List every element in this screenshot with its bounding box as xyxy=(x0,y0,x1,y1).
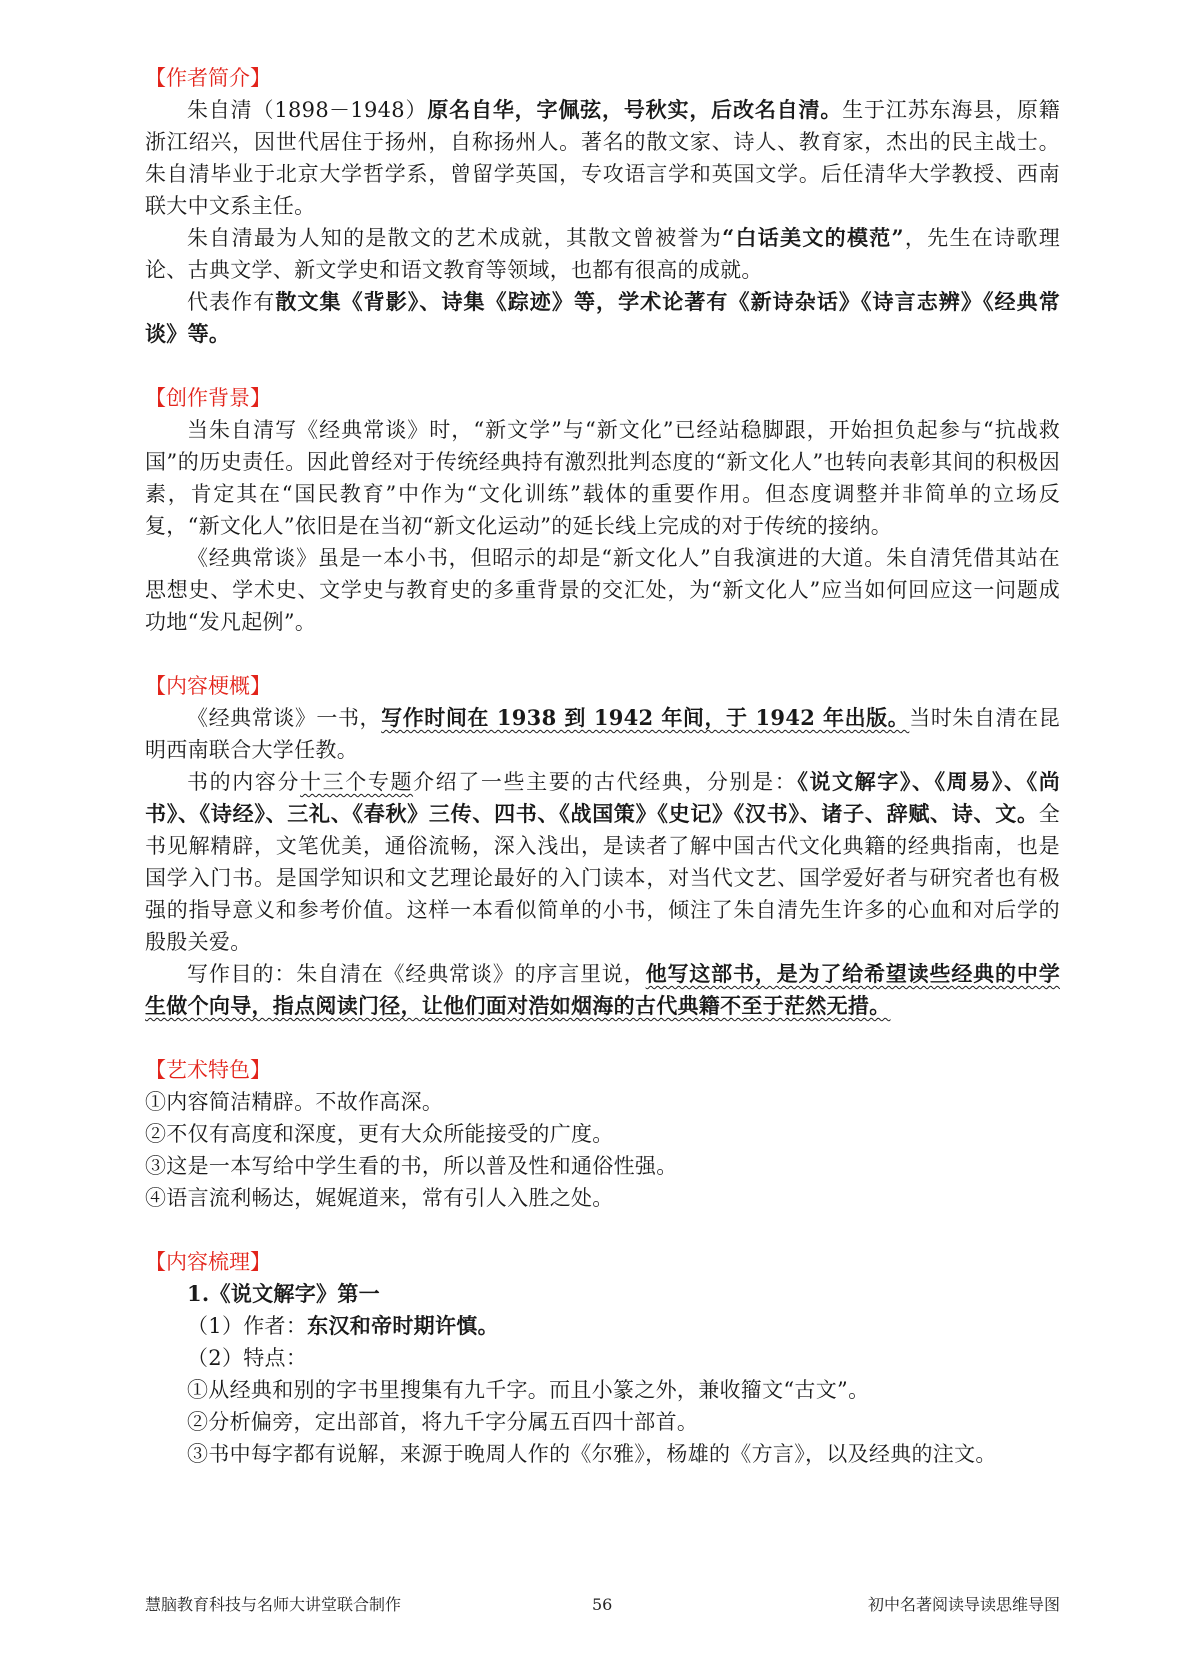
page-number: 56 xyxy=(592,1595,613,1614)
section-gap xyxy=(145,1214,1060,1246)
purpose-underlined: 他写这部书，是为了给希望读些经典的中学生做个向导，指点阅读门径，让他们面对浩如烟海的古代典籍不至于茫然无措。 xyxy=(145,961,1060,1018)
outline-author xyxy=(145,1310,1060,1342)
text: 《经典常谈》一书， xyxy=(187,706,382,730)
feature-item: ④语言流利畅达，娓娓道来，常有引人入胜之处。 xyxy=(145,1186,614,1210)
date-underlined: 写作时间在 1938 到 1942 年间，于 1942 年出版。 xyxy=(381,705,910,730)
text: 当时朱自清在昆明西南联合大学任教。 xyxy=(145,706,1061,762)
outline-heading: 【内容梳理】 xyxy=(145,1250,271,1274)
text: 代表作有 xyxy=(187,290,276,314)
section-gap xyxy=(145,350,1060,382)
summary-paragraph-1 xyxy=(145,702,1060,766)
section-gap xyxy=(145,1022,1060,1054)
footer-publisher: 慧脑教育科技与名师大讲堂联合制作 xyxy=(145,1595,402,1614)
feature-item: ①内容简洁精辟。不故作高深。 xyxy=(145,1090,444,1114)
text: 书的内容分 xyxy=(187,770,301,794)
chapter-title: 1.《说文解字》第一 xyxy=(187,1281,380,1306)
author-heading: 【作者简介】 xyxy=(145,66,271,90)
author-paragraph-1 xyxy=(145,94,1060,222)
text: 全书见解精辟，文笔优美，通俗流畅，深入浅出，是读者了解中国古代文化典籍的经典指南，也是国学入门书。是国学知识和文艺理论最好的入门读本，对当代文艺、国学爱好者与研究者也有极强的指导意义和参考价值。这样一本看似简单的小书，倾注了朱自清先生许多的心血和对后学的殷殷关爱。 xyxy=(145,802,1060,954)
footer-series-title: 初中名著阅读导读思维导图 xyxy=(867,1595,1060,1614)
author-bio: 生于江苏东海县，原籍浙江绍兴，因世代居住于扬州，自称扬州人。著名的散文家、诗人、教育家，杰出的民主战士。朱自清毕业于北京大学哲学系，曾留学英国，专攻语言学和英国文学。后任清华大学教授、西南联大中文系主任。 xyxy=(145,98,1061,218)
feature-item: ②不仅有高度和深度，更有大众所能接受的广度。 xyxy=(145,1122,614,1146)
author-paragraph-3 xyxy=(145,286,1060,350)
text: 朱自清最为人知的是散文的艺术成就，其散文曾被誉为 xyxy=(187,226,723,250)
text: 介绍了一些主要的古代经典，分别是： xyxy=(413,770,798,794)
background-paragraph-1: 当朱自清写《经典常谈》时，“新文学”与“新文化”已经站稳脚跟，开始担负起参与“抗战救国”的历史责任。因此曾经对于传统经典持有激烈批判态度的“新文化人”也转向表彰其间的积极因素，肯定其在“国民教育”中作为“文化训练”载体的重要作用。但态度调整并非简单的立场反复，“新文化人”依旧是在当初“新文化运动”的延长线上完成的对于传统的接纳。 xyxy=(145,418,1060,538)
outline-point: ①从经典和别的字书里搜集有九千字。而且小篆之外，兼收籀文“古文”。 xyxy=(187,1378,870,1402)
works-bold: 散文集《背影》、诗集《踪迹》等，学术论著有《新诗杂话》《诗言志辨》《经典常谈》等。 xyxy=(145,289,1060,346)
feature-item: ③这是一本写给中学生看的书，所以普及性和通俗性强。 xyxy=(145,1154,678,1178)
document-page xyxy=(145,62,1060,1470)
outline-title xyxy=(145,1278,1060,1310)
outline-features-label: （2）特点： xyxy=(187,1346,308,1370)
quote-bold: “白话美文的模范” xyxy=(722,225,904,250)
author-dates: 朱自清（1898－1948） xyxy=(187,98,428,122)
book-list-bold: 《说文解字》、《周易》、《尚书》、《诗经》、三礼、《春秋》三传、四书、《战国策》《史记》《汉书》、诸子、辞赋、诗、文。 xyxy=(145,769,1061,826)
background-paragraph-2: 《经典常谈》虽是一本小书，但昭示的却是“新文化人”自我演进的大道。朱自清凭借其站在思想史、学术史、文学史与教育史的多重背景的交汇处，为“新文化人”应当如何回应这一问题成功地“发凡起例”。 xyxy=(145,546,1060,634)
summary-paragraph-2 xyxy=(145,766,1060,958)
topics-underlined: 十三个专题 xyxy=(300,770,414,794)
summary-heading: 【内容梗概】 xyxy=(145,674,271,698)
author-label: （1）作者： xyxy=(187,1314,308,1338)
outline-point: ③书中每字都有说解，来源于晚周人作的《尔雅》，杨雄的《方言》，以及经典的注文。 xyxy=(187,1442,997,1466)
outline-point: ②分析偏旁，定出部首，将九千字分属五百四十部首。 xyxy=(187,1410,699,1434)
section-gap xyxy=(145,638,1060,670)
text: 写作目的：朱自清在《经典常谈》的序言里说， xyxy=(187,962,646,986)
text: ，先生在诗歌理论、古典文学、新文学史和语文教育等领域，也都有很高的成就。 xyxy=(145,226,1060,282)
author-names-bold: 原名自华，字佩弦，号秋实，后改名自清。 xyxy=(427,97,843,122)
author-paragraph-2 xyxy=(145,222,1060,286)
features-heading: 【艺术特色】 xyxy=(145,1058,271,1082)
author-value: 东汉和帝时期许慎。 xyxy=(307,1313,499,1338)
summary-paragraph-3 xyxy=(145,958,1060,1022)
background-heading: 【创作背景】 xyxy=(145,386,271,410)
